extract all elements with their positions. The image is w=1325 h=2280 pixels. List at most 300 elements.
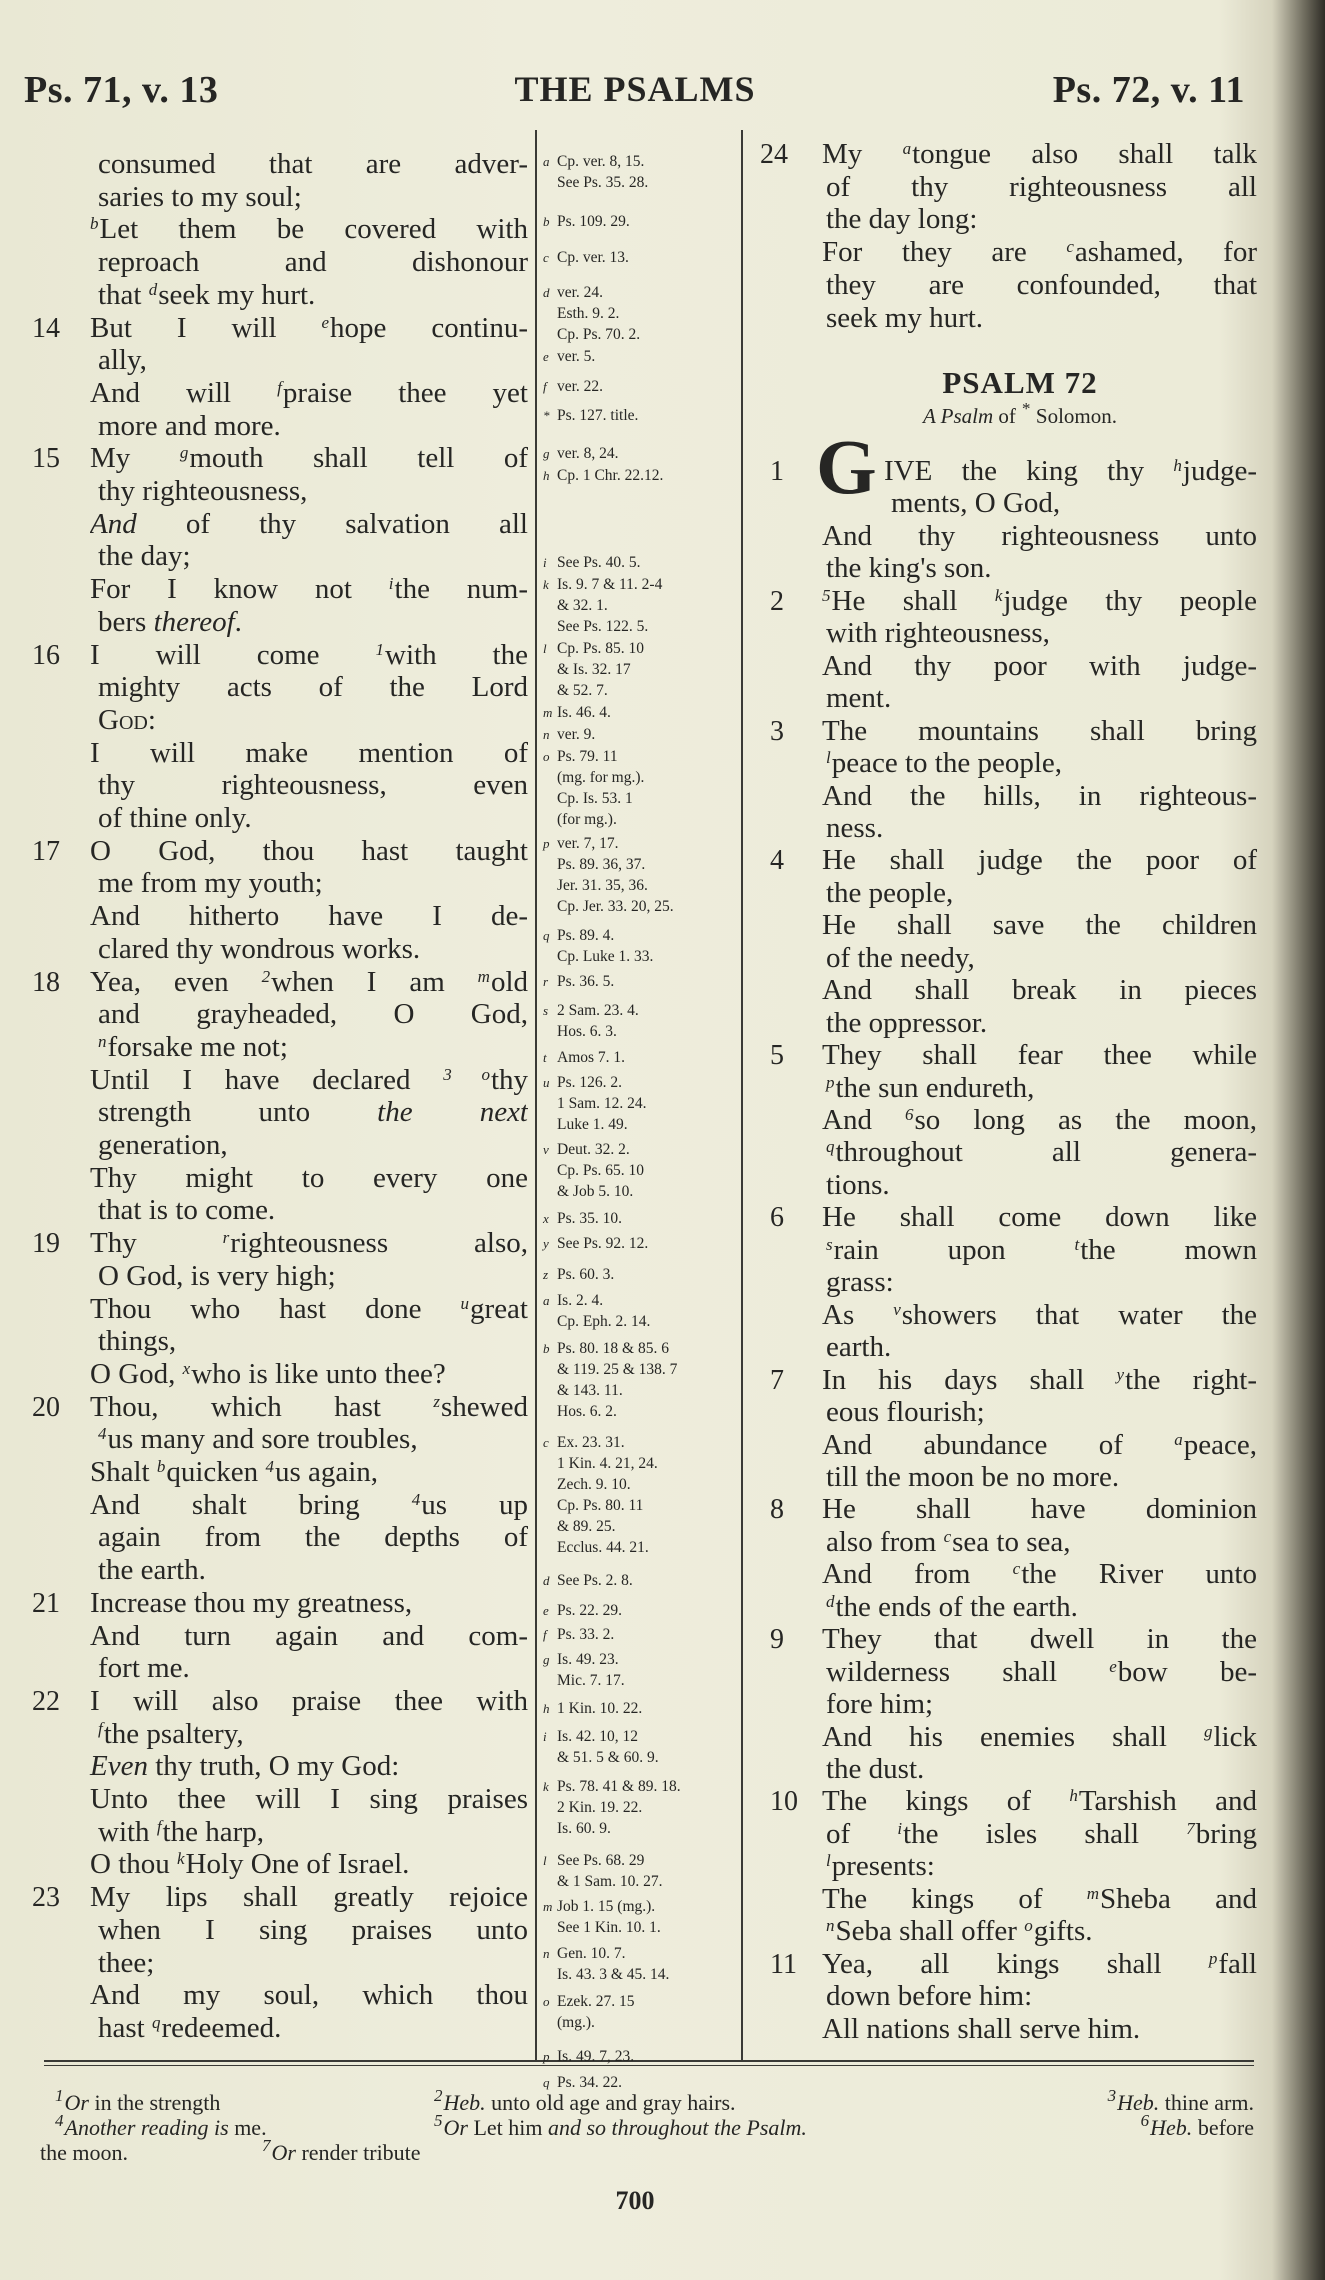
verse-text: with (98, 1815, 157, 1848)
verse-line (822, 1493, 1257, 1526)
reference-mark: y (543, 1236, 549, 1252)
verse-line (822, 1201, 1257, 1234)
verse-line (90, 639, 528, 672)
verse-text: of (826, 1817, 898, 1850)
reference-text: Esth. 9. 2. (557, 304, 620, 322)
verse-line (98, 1031, 528, 1064)
reference-mark: b (90, 214, 99, 234)
footnote-italic: Heb. (1117, 2090, 1160, 2115)
verse-line (98, 1260, 528, 1293)
cross-reference (543, 1338, 677, 1422)
verse-line (90, 1227, 528, 1260)
cross-reference (543, 1649, 625, 1691)
verse-text: and grayheaded, O God, (98, 998, 528, 1031)
reference-mark: i (388, 574, 394, 594)
reference-text: 1 Kin. 10. 22. (557, 1700, 643, 1718)
footnote-italic: Heb. (1150, 2115, 1193, 2140)
verse-text: us again, (274, 1456, 379, 1488)
reference-mark: r (222, 1228, 230, 1248)
reference-mark: g (543, 1652, 550, 1668)
psalm-heading: PSALM 72 (942, 365, 1098, 400)
footnote-rule-thin (44, 2065, 1254, 2066)
reference-mark: a (543, 1292, 550, 1308)
reference-mark: d (826, 1591, 835, 1611)
reference-mark: p (543, 836, 550, 852)
verse-text: And shall break in pieces (822, 974, 1257, 1007)
verse-line (822, 236, 1257, 269)
verse-line (90, 1587, 528, 1620)
verse-text: O God, thou hast taught (90, 834, 528, 867)
footnote-text: unto old age and gray hairs. (485, 2090, 736, 2115)
footnote-italic: and so throughout the Psalm. (548, 2115, 807, 2140)
reference-text: Ps. 78. 41 & 89. 18. (557, 1777, 681, 1795)
reference-mark: u (543, 1074, 550, 1090)
reference-text: Mic. 7. 17. (557, 1672, 625, 1690)
footnote-number: 6 (1140, 2111, 1150, 2130)
verse-text: the king's son. (826, 552, 992, 585)
cross-reference (543, 746, 644, 830)
verse-text: judge- (1182, 455, 1257, 487)
verse-text: All nations shall serve him. (822, 2012, 1141, 2045)
reference-mark: l (543, 1852, 547, 1868)
reference-mark: c (1066, 237, 1074, 257)
verse-line (98, 1194, 528, 1227)
cross-reference (543, 971, 614, 992)
reference-text: Jer. 31. 35, 36. (557, 877, 648, 895)
verse-line (98, 148, 528, 181)
verse-text: the right- (1125, 1363, 1257, 1396)
reference-text: ver. 9. (557, 726, 596, 744)
cross-reference (543, 702, 611, 723)
verse-text: mouth shall tell of (189, 442, 528, 475)
cross-reference (543, 925, 653, 967)
verse-number: 14 (32, 312, 60, 344)
verse-text: Tarshish and (1078, 1785, 1257, 1818)
reference-mark: f (98, 1718, 103, 1738)
verse-line (822, 585, 1257, 618)
cross-reference (543, 1139, 644, 1202)
reference-mark: o (543, 749, 550, 765)
reference-mark: r (543, 974, 549, 990)
verse-line (822, 909, 1257, 942)
reference-text: Luke 1. 49. (557, 1115, 628, 1133)
cross-reference (543, 724, 595, 745)
verse-line (90, 1750, 528, 1783)
verse-text: strength unto (98, 1096, 378, 1129)
verse-line (826, 1461, 1257, 1494)
reference-mark: m (477, 966, 490, 986)
cross-reference (543, 1776, 681, 1839)
reference-text: ver. 7, 17. (557, 835, 619, 853)
verse-line (826, 203, 1257, 236)
verse-line (98, 998, 528, 1031)
reference-text: (mg. for mg.). (557, 769, 645, 787)
reference-text: Ps. 33. 2. (557, 1626, 615, 1644)
reference-mark: f (543, 1627, 547, 1643)
verse-line (826, 682, 1257, 715)
verse-line (826, 1526, 1257, 1559)
verse-text: And thy righteousness unto (822, 519, 1257, 552)
verse-text: And thy poor with judge- (822, 649, 1257, 682)
verse-text: generation, (98, 1129, 228, 1161)
cross-reference (543, 1991, 634, 2033)
verse-line (98, 1325, 528, 1358)
reference-text: Ps. 80. 18 & 85. 6 (557, 1339, 669, 1357)
italic-text: Even (90, 1750, 148, 1783)
reference-mark: t (543, 1049, 547, 1065)
verse-text: tongue also shall talk (912, 138, 1257, 170)
cross-reference (543, 376, 603, 397)
reference-mark: o (543, 1993, 550, 2009)
verse-line (822, 1721, 1257, 1754)
verse-text: And turn again and com- (90, 1619, 528, 1652)
verse-text: fall (1218, 1947, 1257, 1980)
cross-reference (543, 465, 663, 486)
verse-text: fore him; (826, 1688, 934, 1721)
verse-text: He shall save the children (822, 909, 1257, 942)
reference-text: Ps. 22. 29. (557, 1601, 623, 1619)
reference-mark: l (826, 748, 831, 768)
verse-text: eous flourish; (826, 1396, 985, 1429)
cross-reference (543, 552, 641, 573)
verse-text: . (234, 605, 242, 638)
verse-line (98, 704, 528, 737)
verse-line (826, 1169, 1257, 1202)
running-head-right: Ps. 72, v. 11 (1052, 69, 1245, 111)
verse-text: Thou, which hast (90, 1390, 434, 1423)
verse-line (90, 442, 528, 475)
cross-reference (543, 1896, 661, 1938)
verse-line (822, 1883, 1257, 1916)
verse-text: O God, (90, 1357, 183, 1390)
reference-mark: a (1174, 1429, 1183, 1449)
verse-number: 9 (770, 1624, 784, 1656)
verse-line (822, 1299, 1257, 1332)
reference-mark: d (148, 279, 158, 299)
reference-mark: d (543, 284, 550, 300)
verse-line (884, 455, 1257, 488)
reference-text: Is. 9. 7 & 11. 2-4 (557, 576, 663, 594)
reference-text: 2 Sam. 23. 4. (557, 1002, 639, 1020)
verse-text: quicken (166, 1456, 266, 1488)
verse-line (826, 1072, 1257, 1105)
verse-text: tions. (826, 1168, 890, 1201)
reference-mark: p (1208, 1948, 1218, 1968)
footnote-number: 2 (434, 2086, 443, 2105)
reference-mark: f (156, 1816, 162, 1836)
reference-text: ver. 8, 24. (557, 445, 619, 463)
verse-line (826, 1007, 1257, 1040)
footnote-number: 3 (1107, 2086, 1117, 2105)
footnote-italic: Or (443, 2115, 468, 2140)
verse-text: Thy might to every one (90, 1161, 528, 1194)
cross-reference (543, 833, 674, 917)
reference-mark: m (543, 1899, 553, 1915)
verse-line (90, 573, 528, 606)
footnote-number: 1 (55, 2086, 64, 2105)
verse-line (98, 1129, 528, 1162)
verse-text: He shall judge the poor of (822, 844, 1257, 877)
cross-reference (543, 1208, 622, 1229)
reference-text: Cp. Ps. 85. 10 (557, 640, 644, 658)
italic-text: the next (377, 1096, 528, 1129)
footnote-text: Let him (467, 2115, 548, 2140)
reference-text: Ex. 23. 31. (557, 1434, 625, 1452)
verse-text: consumed that are adver- (98, 148, 528, 180)
reference-text: Ps. 34. 22. (557, 2074, 623, 2092)
reference-text: Hos. 6. 3. (557, 1023, 617, 1041)
reference-text: Cp. ver. 13. (557, 248, 629, 266)
footnote-italic: Or (271, 2140, 296, 2165)
verse-text: Unto thee will I sing praises (90, 1783, 528, 1815)
cross-reference (543, 1600, 622, 1621)
reference-mark: n (826, 1916, 835, 1936)
cross-reference (543, 1047, 625, 1068)
reference-mark: p (826, 1072, 835, 1092)
verse-text: But I will (90, 311, 322, 344)
reference-text: See Ps. 92. 12. (557, 1235, 649, 1253)
verse-text: My lips shall greatly rejoice (90, 1881, 528, 1914)
verse-text: : (147, 703, 156, 736)
reference-mark: x (182, 1358, 191, 1378)
verse-number: 7 (770, 1364, 784, 1396)
reference-mark: h (543, 1701, 550, 1717)
verse-line (826, 747, 1257, 780)
reference-text: & Is. 32. 17 (557, 661, 631, 679)
reference-text: & 89. 25. (557, 1518, 616, 1536)
verse-line (822, 780, 1257, 813)
reference-mark: y (1116, 1364, 1125, 1384)
verse-line (826, 877, 1257, 910)
reference-text: Cp. Jer. 33. 20, 25. (557, 898, 674, 916)
verse-text: And will (90, 376, 278, 409)
verse-line (90, 1391, 528, 1424)
verse-number: 16 (32, 639, 60, 671)
verse-text: me from my youth; (98, 867, 323, 900)
verse-line (90, 213, 528, 246)
reference-mark: e (321, 312, 330, 332)
verse-line (90, 1293, 528, 1326)
reference-mark: a (902, 139, 912, 158)
reference-text: Ps. 126. 2. (557, 1073, 623, 1091)
reference-text: Ps. 36. 5. (557, 973, 615, 991)
reference-mark: e (543, 1602, 549, 1618)
reference-mark: z (543, 1266, 549, 1282)
verse-text: I will come (90, 638, 376, 671)
verse-line (822, 1948, 1257, 1981)
verse-text: us many and sore troubles, (107, 1423, 418, 1456)
verse-line (822, 1558, 1257, 1591)
reference-mark: c (1012, 1559, 1021, 1579)
reference-mark: 5 (822, 585, 831, 605)
reference-mark: 4 (265, 1457, 274, 1476)
reference-mark: * (543, 408, 550, 424)
verse-text: with the (385, 638, 528, 671)
reference-text: Cp. Ps. 70. 2. (557, 325, 641, 343)
reference-text: Cp. 1 Chr. 22.12. (557, 467, 664, 485)
verse-text: Seba shall offer (835, 1915, 1025, 1948)
reference-mark: e (543, 348, 549, 364)
cross-reference (543, 346, 595, 367)
verse-line (90, 508, 528, 541)
verse-line (98, 671, 528, 704)
verse-text: And hitherto have I de- (90, 900, 528, 933)
reference-mark: q (826, 1137, 835, 1157)
verse-number: 3 (770, 715, 784, 747)
verse-line (822, 1785, 1257, 1818)
reference-text: Ps. 109. 29. (557, 212, 630, 230)
reference-text: Amos 7. 1. (557, 1048, 626, 1066)
verse-text: In his days shall (822, 1363, 1117, 1396)
reference-mark: c (943, 1526, 952, 1546)
reference-mark: g (1204, 1721, 1213, 1741)
cross-reference (543, 405, 638, 426)
verse-text: seek my hurt. (826, 301, 984, 334)
verse-number: 1 (770, 456, 784, 487)
verse-number: 11 (770, 1948, 797, 1980)
column-divider-left (535, 130, 537, 2060)
reference-mark: d (543, 1573, 550, 1589)
verse-text: O God, is very high; (98, 1259, 336, 1292)
verse-line (98, 2012, 528, 2045)
reference-text: ver. 5. (557, 347, 596, 365)
footnote (434, 2111, 807, 2140)
reference-text: See Ps. 35. 28. (557, 173, 649, 191)
footnote-number: 4 (55, 2111, 64, 2130)
verse-text: judge thy people (1003, 584, 1257, 617)
verse-line (98, 246, 528, 279)
verse-text: righteousness also, (230, 1227, 528, 1260)
verse-line (90, 1881, 528, 1914)
verse-text: O thou (90, 1848, 177, 1881)
footnote-text: me. (228, 2115, 267, 2140)
verse-text: of thy righteousness all (826, 170, 1257, 203)
footnote (1140, 2111, 1254, 2140)
verse-text: And from (822, 1558, 1013, 1591)
reference-mark: k (994, 585, 1003, 605)
verse-text: the harp, (162, 1815, 265, 1848)
verse-text: the isles shall (903, 1817, 1187, 1850)
verse-text: the num- (394, 573, 528, 606)
verse-line (90, 737, 528, 770)
verse-line (826, 1136, 1257, 1169)
reference-mark: v (893, 1299, 901, 1319)
reference-text: Cp. Is. 53. 1 (557, 790, 633, 808)
verse-line (98, 1914, 528, 1947)
verse-text: Yea, all kings shall (822, 1947, 1209, 1980)
psalm-subtitle-italic: A Psalm (922, 404, 994, 428)
verse-text: throughout all genera- (835, 1136, 1257, 1169)
footnote (262, 2136, 421, 2165)
cross-reference (543, 151, 648, 193)
verse-line (90, 1162, 528, 1195)
reference-mark: q (543, 2075, 550, 2091)
verse-text: down before him: (826, 1980, 1033, 2013)
reference-text: & 51. 5 & 60. 9. (557, 1749, 659, 1767)
verse-text: grass: (826, 1266, 894, 1299)
verse-text: I will make mention of (90, 736, 528, 769)
verse-text: The kings of (822, 1785, 1070, 1818)
reference-mark: l (543, 641, 547, 657)
verse-line (98, 802, 528, 835)
footnote-text: in the strength (88, 2090, 221, 2115)
reference-text: Ps. 127. title. (557, 407, 639, 425)
verse-line (822, 715, 1257, 748)
verse-line (826, 617, 1257, 650)
verse-number: 15 (32, 443, 60, 475)
verse-line (826, 1591, 1257, 1624)
footnote-text: thine arm. (1159, 2090, 1254, 2115)
small-caps-text: God (98, 703, 148, 736)
verse-line (90, 835, 528, 868)
verse-text: when I sing praises unto (98, 1913, 528, 1946)
reference-mark: m (543, 705, 553, 721)
verse-line (98, 1096, 528, 1129)
reference-mark: i (897, 1818, 903, 1838)
reference-text: Is. 60. 9. (557, 1819, 611, 1837)
footnote-number: 7 (262, 2136, 271, 2155)
reference-text: Is. 42. 10, 12 (557, 1728, 638, 1746)
verse-text: ness. (826, 811, 884, 844)
verse-text: Sheba and (1100, 1882, 1257, 1915)
cross-reference (543, 638, 644, 701)
verse-number: 18 (32, 966, 60, 998)
verse-text: of thy salvation all (136, 507, 528, 540)
verse-text: the oppressor. (826, 1006, 988, 1039)
verse-line (826, 302, 1257, 335)
reference-text: & 32. 1. (557, 597, 608, 615)
reference-mark: o (1024, 1916, 1033, 1936)
verse-line (98, 769, 528, 802)
cross-reference (543, 1698, 642, 1719)
verse-line (98, 1718, 528, 1751)
verse-text: shewed (441, 1390, 528, 1423)
reference-mark: q (151, 2012, 161, 2032)
verse-text: And the hills, in righteous- (822, 779, 1257, 812)
verse-text: the dust. (826, 1753, 925, 1785)
verse-line (826, 1818, 1257, 1851)
verse-text: the psaltery, (103, 1717, 244, 1750)
reference-mark: s (543, 1003, 549, 1019)
cross-reference (543, 1072, 647, 1135)
page-number: 700 (615, 2186, 655, 2215)
verse-line (90, 1685, 528, 1718)
reference-text: Job 1. 15 (mg.). (557, 1898, 656, 1916)
reference-text: 2 Kin. 19. 22. (557, 1798, 643, 1816)
reference-text: 1 Sam. 12. 24. (557, 1094, 647, 1112)
verse-text: the earth. (98, 1554, 206, 1587)
verse-line (98, 933, 528, 966)
verse-line (822, 1104, 1257, 1137)
reference-mark: k (177, 1849, 185, 1869)
verse-line (90, 966, 528, 999)
verse-text: ashamed, for (1074, 236, 1257, 269)
verse-text: Thy (90, 1227, 223, 1260)
verse-line (822, 520, 1257, 553)
verse-text: thy righteousness, (98, 475, 308, 507)
reference-text: Cp. Ps. 65. 10 (557, 1161, 644, 1179)
running-head-left: Ps. 71, v. 13 (24, 69, 219, 111)
psalm-subtitle-name: Solomon. (1030, 404, 1118, 428)
verse-text: Let them be covered with (99, 213, 528, 246)
verse-number: 6 (770, 1202, 784, 1234)
verse-text: more and more. (98, 409, 281, 442)
reference-mark: n (543, 1945, 550, 1961)
verse-line (826, 1688, 1257, 1721)
reference-text: Gen. 10. 7. (557, 1944, 626, 1962)
verse-text: And (822, 1104, 906, 1136)
verse-line (90, 1489, 528, 1522)
